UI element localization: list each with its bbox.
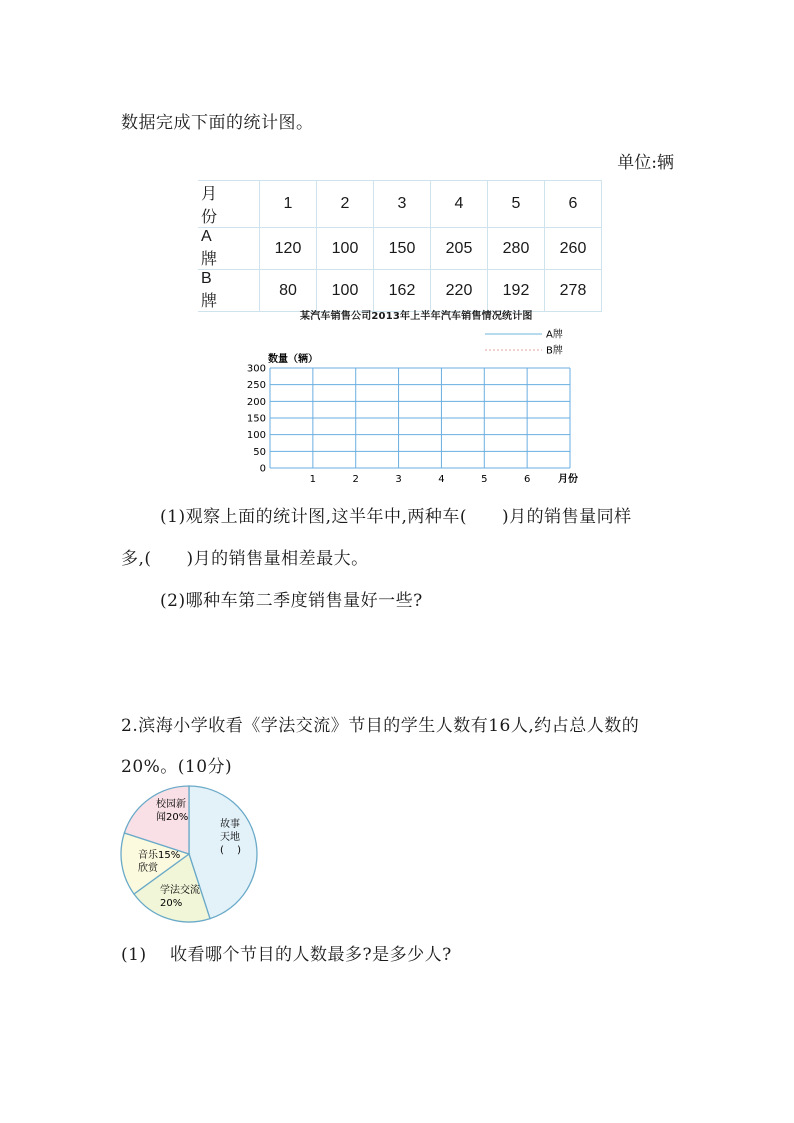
table-cell: 220: [431, 270, 488, 312]
y-tick-label: 150: [246, 413, 266, 425]
problem-2-line-2: 20%。(10分): [121, 757, 233, 777]
pie-label: 天地: [220, 832, 240, 843]
y-tick-label: 200: [246, 396, 266, 408]
row-label: B 牌: [198, 270, 260, 312]
table-cell: 278: [545, 270, 602, 312]
question-1-line-2: 多,( )月的销售量相差最大。: [121, 549, 369, 569]
legend-label: A牌: [546, 329, 563, 341]
intro-line: 数据完成下面的统计图。: [121, 113, 314, 133]
table-row: [198, 228, 602, 270]
month-cell: 2: [317, 181, 374, 228]
chart-title: 某汽车销售公司2013年上半年汽车销售情况统计图: [300, 311, 533, 322]
x-tick-label: 4: [438, 474, 445, 485]
table-header-row: [198, 181, 602, 228]
legend-label: B牌: [546, 345, 563, 357]
row-label: A 牌: [198, 228, 260, 270]
y-tick-labels: [247, 364, 266, 475]
question-1-line-1: (1)观察上面的统计图,这半年中,两种车( )月的销售量同样: [160, 507, 632, 527]
pie-label: 故事: [220, 819, 240, 830]
table-cell: 120: [260, 228, 317, 270]
x-tick-label: 3: [395, 474, 402, 485]
month-cell: 5: [488, 181, 545, 228]
pie-label: 闻20%: [156, 812, 189, 823]
chart-legend: [485, 328, 563, 357]
sales-table: [198, 180, 602, 312]
x-tick-label: 2: [352, 474, 359, 485]
table-row: [198, 270, 602, 312]
table-cell: 192: [488, 270, 545, 312]
table-header-cell: 月 份: [198, 181, 260, 228]
month-cell: 4: [431, 181, 488, 228]
pie-label: 校园新: [156, 799, 186, 810]
x-tick-label: 6: [523, 474, 531, 485]
table-cell: 100: [317, 270, 374, 312]
table-cell: 162: [374, 270, 431, 312]
y-axis-label: 数量（辆）: [268, 354, 318, 365]
line-chart: [230, 320, 600, 490]
x-tick-label: 5: [481, 474, 488, 485]
table-cell: 280: [488, 228, 545, 270]
table-cell: 205: [431, 228, 488, 270]
pie-label: ( ): [220, 845, 241, 856]
table-cell: 150: [374, 228, 431, 270]
y-tick-label: 100: [246, 430, 266, 442]
x-tick-labels: [310, 474, 531, 485]
table-cell: 100: [317, 228, 374, 270]
pie-label: 20%: [160, 898, 183, 909]
x-axis-label: 月份: [558, 474, 578, 485]
question-2-line: (2)哪种车第二季度销售量好一些?: [160, 591, 423, 611]
unit-label: 单位:辆: [617, 153, 674, 173]
problem-2-line-1: 2.滨海小学收看《学法交流》节目的学生人数有16人,约占总人数的: [121, 716, 640, 736]
y-tick-label: 300: [246, 363, 266, 375]
pie-label: 音乐15%: [138, 850, 181, 861]
y-tick-label: 50: [253, 446, 266, 458]
y-tick-label: 250: [246, 380, 266, 392]
table-cell: 260: [545, 228, 602, 270]
pie-label: 学法交流: [160, 885, 200, 896]
table-cell: 80: [260, 270, 317, 312]
month-cell: 1: [260, 181, 317, 228]
y-tick-label: 0: [259, 463, 266, 475]
month-cell: 6: [545, 181, 602, 228]
problem-2-question-1: (1) 收看哪个节目的人数最多?是多少人?: [121, 945, 452, 965]
pie-label: 欣赏: [138, 863, 158, 874]
pie-chart: [118, 783, 260, 925]
chart-grid: [270, 368, 570, 468]
month-cell: 3: [374, 181, 431, 228]
x-tick-label: 1: [309, 474, 317, 485]
